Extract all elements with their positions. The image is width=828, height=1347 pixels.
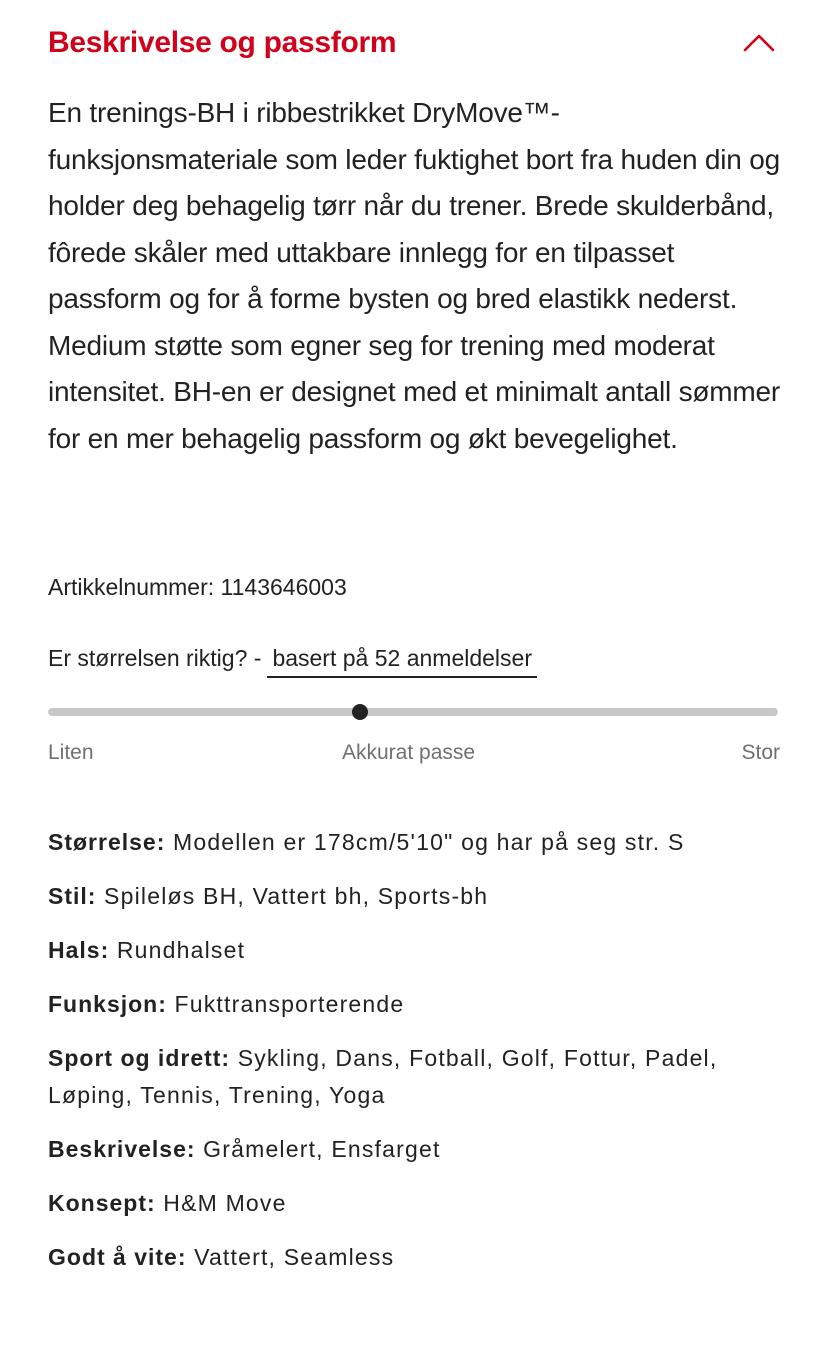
fit-slider-thumb	[352, 704, 368, 720]
attribute-neckline	[48, 932, 788, 969]
attribute-key: Stil:	[48, 883, 97, 909]
chevron-up-icon[interactable]	[742, 31, 776, 55]
accordion-header[interactable]	[48, 18, 780, 68]
reviews-link[interactable]: basert på 52 anmeldelser	[267, 645, 537, 678]
attribute-key: Konsept:	[48, 1190, 156, 1216]
attribute-style	[48, 878, 788, 915]
product-description: En trenings-BH i ribbestrikket DryMove™-funksjonsmateriale som leder fuktighet bort fra huden din og holder deg behagelig tørr når du trener. Brede skulderbånd, fôrede skåler med uttakbare innlegg for en tilpasset passform og for å forme bysten og bred elastikk nederst. Medium støtte som egner seg for trening med moderat intensitet. BH-en er designet med et minimalt antall sømmer for en mer behagelig passform og økt bevegelighet.	[48, 97, 781, 454]
attribute-value: Rundhalset	[116, 937, 246, 963]
accordion-title: Beskrivelse og passform	[48, 26, 397, 59]
attribute-good-to-know	[48, 1239, 788, 1276]
attribute-function	[48, 986, 788, 1023]
fit-label-true-to-size: Akkurat passe	[342, 741, 476, 764]
attribute-value: Fukttransporterende	[174, 991, 405, 1017]
attribute-key: Beskrivelse:	[48, 1136, 196, 1162]
fit-question-text: Er størrelsen riktig? -	[48, 645, 262, 671]
article-number-value: 1143646003	[220, 574, 347, 600]
fit-label-small: Liten	[48, 741, 94, 764]
attribute-value: Modellen er 178cm/5'10" og har på seg str. S	[172, 829, 685, 855]
fit-question	[48, 645, 537, 678]
fit-slider	[48, 704, 778, 720]
attribute-key: Hals:	[48, 937, 110, 963]
attribute-value: Vattert, Seamless	[194, 1244, 395, 1270]
fit-slider-track	[48, 708, 778, 716]
attribute-key: Sport og idrett:	[48, 1045, 231, 1071]
product-attributes	[48, 824, 788, 1293]
attribute-value: Gråmelert, Ensfarget	[203, 1136, 441, 1162]
attribute-concept	[48, 1185, 788, 1222]
attribute-sport	[48, 1040, 788, 1114]
attribute-key: Godt å vite:	[48, 1244, 187, 1270]
attribute-size	[48, 824, 788, 861]
attribute-key: Funksjon:	[48, 991, 167, 1017]
attribute-value: H&M Move	[163, 1190, 287, 1216]
fit-label-large: Stor	[741, 741, 780, 764]
attribute-description	[48, 1131, 788, 1168]
article-number-label: Artikkelnummer:	[48, 574, 215, 600]
attribute-key: Størrelse:	[48, 829, 166, 855]
fit-slider-labels	[48, 741, 780, 769]
attribute-value: Spileløs BH, Vattert bh, Sports-bh	[104, 883, 489, 909]
article-number	[48, 574, 347, 601]
attribute-value: Sykling, Dans, Fotball, Golf, Fottur, Padel, Løping, Tennis, Trening, Yoga	[48, 1045, 718, 1108]
